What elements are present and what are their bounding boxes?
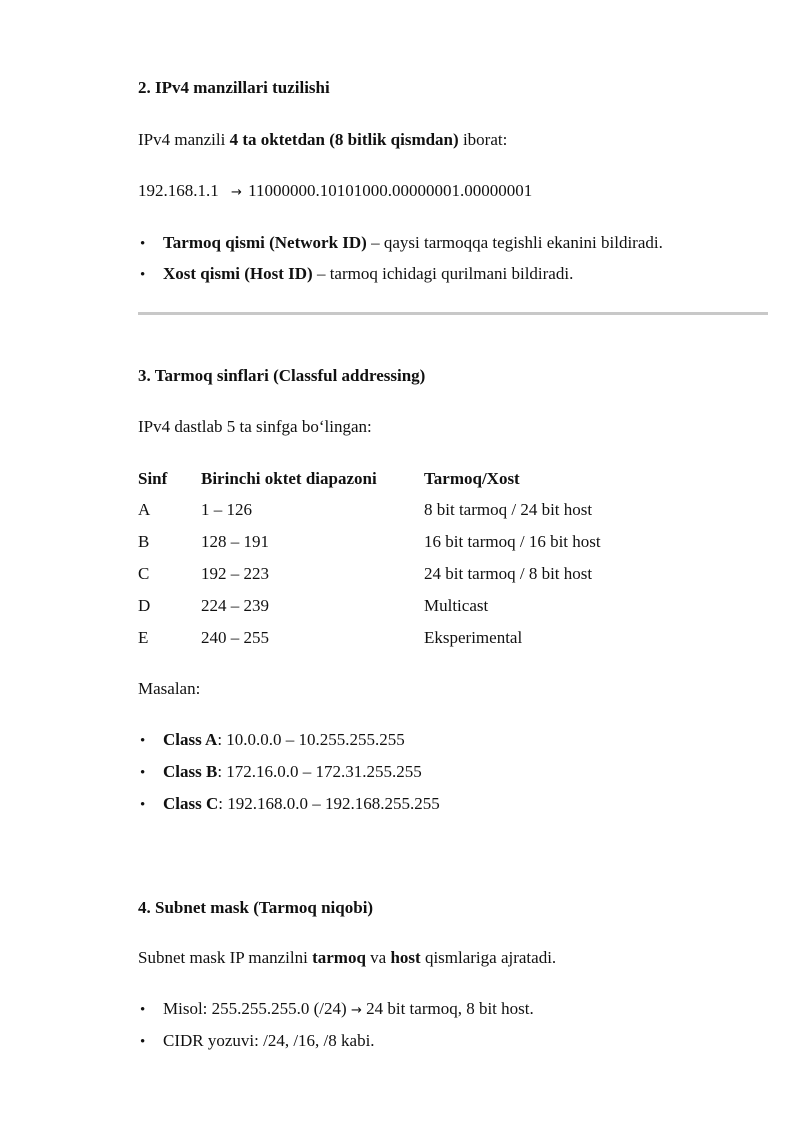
list-item-bold: Class C: [163, 794, 219, 813]
arrow-icon: →: [231, 185, 242, 200]
table-cell: 8 bit tarmoq / 24 bit host: [424, 500, 593, 519]
table-cell: 1 – 126: [201, 500, 252, 519]
table-cell: Eksperimental: [424, 628, 523, 647]
section-heading-ipv4-structure: 2. IPv4 manzillari tuzilishi: [138, 78, 330, 97]
bullet-icon: •: [140, 236, 146, 252]
subnet-intro-paragraph: [138, 948, 556, 968]
table-cell: 192 – 223: [201, 564, 269, 583]
table-header-cell: Birinchi oktet diapazoni: [201, 469, 377, 488]
table-cell: 128 – 191: [201, 532, 269, 551]
list-item: [140, 233, 663, 253]
table-cell: D: [138, 596, 151, 615]
table-cell: E: [138, 628, 149, 647]
intro-bold-text: tarmoq: [312, 948, 366, 967]
ip-binary-example: [138, 181, 532, 201]
intro-bold-text: 4 ta oktetdan (8 bitlik qismdan): [229, 130, 459, 149]
intro-text: Subnet mask IP manzilni: [138, 948, 313, 967]
list-item: [140, 730, 405, 750]
table-cell: 224 – 239: [201, 596, 269, 615]
list-item-bold: Class A: [163, 730, 218, 749]
table-cell: B: [138, 532, 150, 551]
bullet-icon: •: [140, 1002, 146, 1018]
list-item-text: 24 bit tarmoq, 8 bit host.: [361, 999, 534, 1018]
list-item-text: : 192.168.0.0 – 192.168.255.255: [218, 794, 440, 813]
table-header-cell: Sinf: [138, 469, 168, 488]
intro-bold-text: host: [390, 948, 421, 967]
list-item: [140, 794, 440, 814]
intro-text-end: iborat:: [458, 130, 508, 149]
list-item-text: Misol: 255.255.255.0 (/24): [163, 999, 351, 1018]
table-cell: 240 – 255: [201, 628, 269, 647]
list-item-text: : 172.16.0.0 – 172.31.255.255: [217, 762, 422, 781]
bullet-icon: •: [140, 733, 146, 749]
table-cell: A: [138, 500, 151, 519]
section-heading-subnet-mask: 4. Subnet mask (Tarmoq niqobi): [138, 898, 374, 917]
section-heading-classful: 3. Tarmoq sinflari (Classful addressing): [138, 366, 426, 385]
bullet-icon: •: [140, 267, 146, 283]
list-item-text: : 10.0.0.0 – 10.255.255.255: [217, 730, 405, 749]
table-cell: 24 bit tarmoq / 8 bit host: [424, 564, 593, 583]
example-binary: 11000000.10101000.00000001.00000001: [248, 181, 533, 200]
horizontal-divider: [138, 312, 768, 315]
list-item: [140, 264, 573, 284]
bullet-icon: •: [140, 797, 146, 813]
bullet-icon: •: [140, 765, 146, 781]
list-item-bold: Xost qismi (Host ID): [163, 264, 313, 283]
list-item-bold: Class B: [163, 762, 218, 781]
table-cell: 16 bit tarmoq / 16 bit host: [424, 532, 601, 551]
list-item: [140, 762, 422, 782]
example-ip: 192.168.1.1: [138, 181, 219, 200]
classful-intro-paragraph: IPv4 dastlab 5 ta sinfga bo‘lingan:: [138, 417, 372, 436]
list-item-text: – qaysi tarmoqqa tegishli ekanini bildiradi.: [366, 233, 663, 252]
list-item-text: CIDR yozuvi: /24, /16, /8 kabi.: [163, 1031, 375, 1050]
list-item-bold: Tarmoq qismi (Network ID): [163, 233, 367, 252]
ipv4-intro-paragraph: [138, 130, 507, 150]
list-item: [140, 1031, 375, 1051]
intro-text-end: qismlariga ajratadi.: [420, 948, 557, 967]
arrow-icon: →: [350, 1003, 362, 1018]
bullet-icon: •: [140, 1034, 146, 1050]
example-label: Masalan:: [138, 679, 201, 698]
intro-text: va: [365, 948, 391, 967]
list-item-text: – tarmoq ichidagi qurilmani bildiradi.: [312, 264, 574, 283]
table-cell: C: [138, 564, 150, 583]
intro-text: IPv4 manzili: [138, 130, 230, 149]
list-item: [140, 999, 534, 1019]
table-header-cell: Tarmoq/Xost: [424, 469, 520, 488]
table-cell: Multicast: [424, 596, 489, 615]
